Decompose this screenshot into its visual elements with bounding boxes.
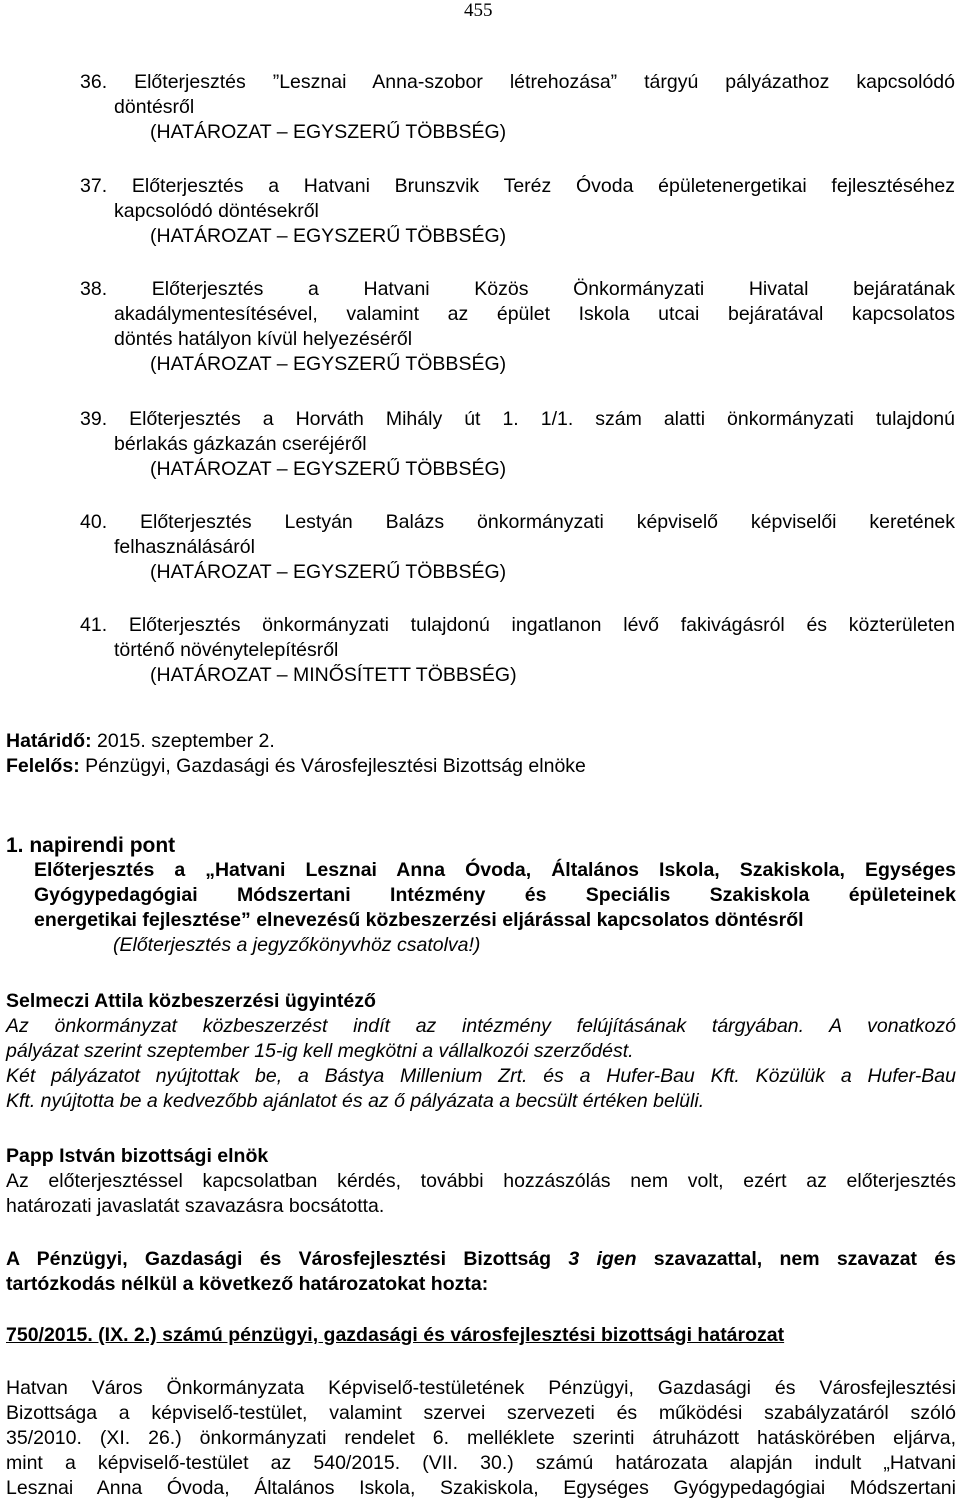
agenda-title-line: energetikai fejlesztése” elnevezésű közbeszerzési eljárással kapcsolatos döntésről: [34, 909, 804, 931]
item-line: akadálymentesítésével, valamint az épület Iskola utcai bejáratával kapcsolatos: [114, 303, 955, 325]
page-number: 455: [464, 0, 493, 21]
deadline-line: [6, 729, 956, 754]
item-line: 39. Előterjesztés a Horváth Mihály út 1. 1/1. szám alatti önkormányzati tulajdonú: [80, 408, 955, 430]
speech-line: pályázat szerint szeptember 15-ig kell megkötni a vállalkozói szerződést.: [6, 1040, 634, 1062]
agenda-point: [6, 833, 956, 958]
item-line: döntésről: [114, 96, 195, 118]
item-line: 41. Előterjesztés önkormányzati tulajdonú ingatlanon lévő fakivágásról és közterületen: [80, 614, 955, 636]
item-line: bérlakás gázkazán cseréjéről: [114, 433, 367, 455]
speaker-papp: [6, 1144, 956, 1219]
item-line: 40. Előterjesztés Lestyán Balázs önkormányzati képviselő képviselői keretének: [80, 511, 956, 533]
deadline-block: [6, 729, 956, 779]
agenda-item-39: [80, 407, 955, 482]
item-line: felhasználásáról: [114, 536, 255, 558]
item-line: 37. Előterjesztés a Hatvani Brunszvik Teréz Óvoda épületenergetikai fejlesztéséhez: [80, 175, 956, 197]
item-number: 36.: [80, 71, 108, 93]
responsible-value: Pénzügyi, Gazdasági és Városfejlesztési Bizottság elnöke: [79, 755, 586, 777]
item-line: 36. Előterjesztés ”Lesznai Anna-szobor létrehozása” tárgyú pályázathoz kapcsolódó: [80, 71, 955, 93]
speech-line: határozati javaslatát szavazásra bocsátotta.: [6, 1195, 385, 1217]
agenda-item-40: [80, 510, 955, 585]
agenda-heading: 1. napirendi pont: [6, 834, 176, 857]
vote-count: 3 igen: [568, 1248, 637, 1270]
item-number: 37.: [80, 175, 108, 197]
decision-type: (HATÁROZAT – EGYSZERŰ TÖBBSÉG): [150, 353, 507, 375]
speaker-name: Selmeczi Attila közbeszerzési ügyintéző: [6, 990, 376, 1012]
resolution-line: 35/2010. (XI. 26.) önkormányzati rendelet 6. melléklete szerinti átruházott hatáskörében eljárva,: [6, 1427, 956, 1449]
decision-type: (HATÁROZAT – MINŐSÍTETT TÖBBSÉG): [150, 664, 517, 686]
item-line: kapcsolódó döntésekről: [114, 200, 319, 222]
vote-line: tartózkodás nélkül a következő határozatokat hozta:: [6, 1273, 489, 1295]
vote-line: A Pénzügyi, Gazdasági és Városfejlesztési Bizottság 3 igen szavazattal, nem szavazat és: [6, 1248, 956, 1270]
resolution: [6, 1323, 956, 1348]
speaker-selmeczi: [6, 989, 956, 1114]
resolution-body: [6, 1376, 956, 1501]
decision-type: (HATÁROZAT – EGYSZERŰ TÖBBSÉG): [150, 225, 507, 247]
responsible-line: [6, 754, 956, 779]
agenda-item-38: [80, 277, 955, 377]
decision-type: (HATÁROZAT – EGYSZERŰ TÖBBSÉG): [150, 458, 507, 480]
speech-line: Az előterjesztéssel kapcsolatban kérdés, további hozzászólás nem volt, ezért az előterjesztés: [6, 1170, 956, 1192]
resolution-line: Bizottsága a képviselő-testület, valamint szervei szervezeti és működési szabályzatáról szóló: [6, 1402, 956, 1424]
speech-line: Kft. nyújtotta be a kedvezőbb ajánlatot és az ő pályázata a becsült értéken belüli.: [6, 1090, 705, 1112]
resolution-line: Lesznai Anna Óvoda, Általános Iskola, Szakiskola, Egységes Gyógypedagógiai Módszertani: [6, 1477, 956, 1499]
item-number: 38.: [80, 278, 108, 300]
item-number: 40.: [80, 511, 108, 533]
agenda-title-line: Gyógypedagógiai Módszertani Intézmény és Speciális Szakiskola épületeinek: [34, 884, 956, 906]
agenda-title-line: Előterjesztés a „Hatvani Lesznai Anna Óvoda, Általános Iskola, Szakiskola, Egységes: [34, 859, 956, 881]
attachment-note: (Előterjesztés a jegyzőkönyvhöz csatolva!): [113, 934, 481, 956]
speaker-name: Papp István bizottsági elnök: [6, 1145, 269, 1167]
item-line: történő növénytelepítésről: [114, 639, 339, 661]
resolution-line: Hatvan Város Önkormányzata Képviselő-testületének Pénzügyi, Gazdasági és Városfejlesztési: [6, 1377, 956, 1399]
speech-line: Az önkormányzat közbeszerzést indít az intézmény felújításának tárgyában. A vonatkozó: [6, 1015, 956, 1037]
responsible-label: Felelős:: [6, 755, 80, 777]
vote-statement: [6, 1247, 956, 1297]
agenda-item-41: [80, 613, 955, 688]
item-number: 41.: [80, 614, 108, 636]
item-line: döntés hatályon kívül helyezéséről: [114, 328, 413, 350]
item-number: 39.: [80, 408, 108, 430]
deadline-label: Határidő:: [6, 730, 92, 752]
speech-line: Két pályázatot nyújtottak be, a Bástya Millenium Zrt. és a Hufer-Bau Kft. Közülük a Hufer-Bau: [6, 1065, 956, 1087]
resolution-line: mint a képviselő-testület az 540/2015. (VII. 30.) számú határozata alapján indult „Hatvani: [6, 1452, 956, 1474]
deadline-value: 2015. szeptember 2.: [91, 730, 275, 752]
agenda-item-36: [80, 70, 955, 145]
decision-type: (HATÁROZAT – EGYSZERŰ TÖBBSÉG): [150, 561, 507, 583]
item-line: 38. Előterjesztés a Hatvani Közös Önkormányzati Hivatal bejáratának: [80, 278, 955, 300]
decision-type: (HATÁROZAT – EGYSZERŰ TÖBBSÉG): [150, 121, 507, 143]
agenda-item-37: [80, 174, 955, 249]
resolution-title: 750/2015. (IX. 2.) számú pénzügyi, gazdasági és városfejlesztési bizottsági határozat: [6, 1324, 785, 1346]
